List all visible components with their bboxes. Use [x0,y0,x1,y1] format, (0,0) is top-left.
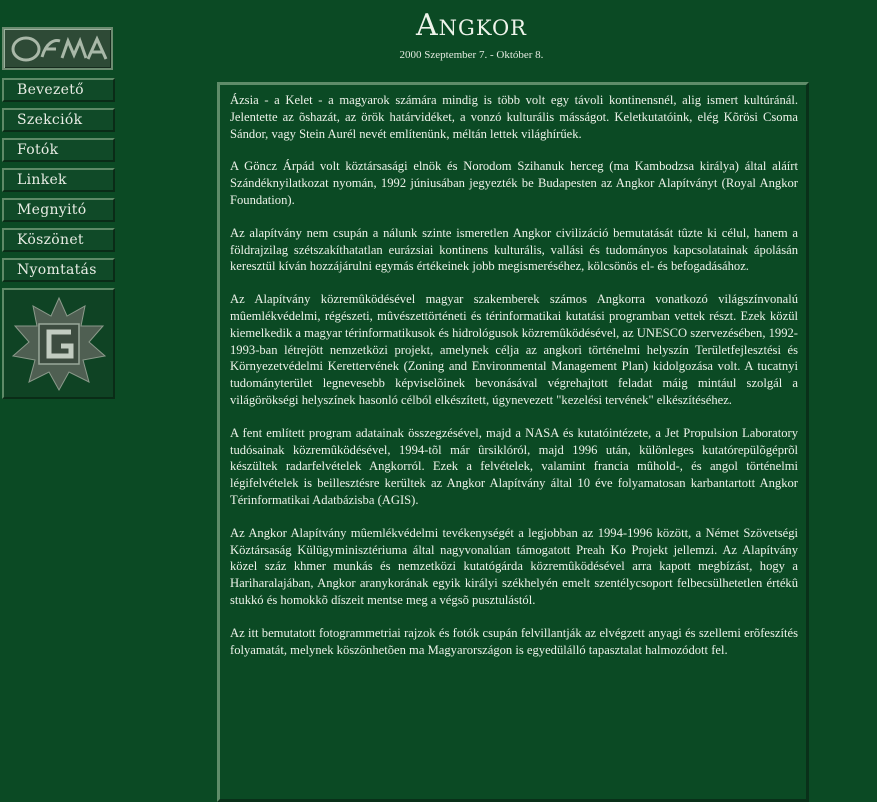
sidebar-nav [2,78,115,288]
nav-megnyito[interactable]: Megnyitó [2,198,115,222]
paragraph-research: Az Alapítvány közremûködésével magyar szakemberek számos Angkorra vonatkozó világszínvonalú mûemlékvédelmi, régészeti, mûvészettörténeti és térinformatikai kutatási programban vettek részt. Ezek közül kiemelkedik a magyar térinformatikusok és hidrológusok közremûködésével, az UNESCO szervezésében, 1992-1993-ban létrejött nemzetközi projekt, amelynek célja az angkori történelmi helyszín Területfejlesztési és Környezetvédelmi Kerettervének (Zoning and Environmental Management Plan) kidolgozása volt. A tucatnyi tudományterület legnevesebb képviselõinek bevonásával végrehajtott feladat máig mintául szolgál a világörökségi helyszínek hasonló célból elkészített, úgynevezett "kezelési tervének" elkészítéséhez. [230,292,798,407]
paragraph-foundation: A Göncz Árpád volt köztársasági elnök és Norodom Szihanuk herceg (ma Kambodzsa királya) által aláírt Szándéknyilatkozat nyomán, 1992 júniusában jegyezték be Budapesten az Angkor Alapítványt (Royal Angkor Foundation). [230,159,798,207]
paragraph-intro: Ázsia - a Kelet - a magyarok számára mindig is több volt egy távoli kontinensnél, alig ismert kultúránál. Jelentette az õshazát, az örök határvidéket, a vonzó kulturális másságot. Keletkutatóink, elég Kõrösi Csoma Sándor, vagy Stein Aurél nevét említenünk, méltán lettek világhírűek. [230,93,798,141]
nav-nyomtatas[interactable]: Nyomtatás [2,258,115,282]
nav-szekciok[interactable]: Szekciók [2,108,115,132]
ofma-logo [6,31,110,67]
logo-banner[interactable] [2,27,113,70]
nav-fotok[interactable]: Fotók [2,138,115,162]
paragraph-closing: Az itt bemutatott fotogrammetriai rajzok és fotók csupán felvillantják az elvégzett anyagi és szellemi erõfeszítés folyamatát, melynek köszönhetõen ma Magyarországon is egyedülálló tapasztalat halmozódott fel. [230,625,798,657]
paragraph-goals: Az alapítvány nem csupán a nálunk szinte ismeretlen Angkor civilizáció bemutatását tûzte ki célul, hanem a földrajzilag szétszakíthatatlan eurázsiai kontinens kulturális, vallási és tudományos kapcsolatainak ápolásán keresztül kíván hozzájárulni egymás értékeinek jobb megismeréséhez, kölcsönös el- és befogadásához. [230,225,798,274]
lotus-emblem-icon [9,294,109,394]
nav-koszonet[interactable]: Köszönet [2,228,115,252]
paragraph-radar: A fent említett program adatainak összegzésével, majd a NASA és kutatóintézete, a Jet Propulsion Laboratory tudósainak közremûködésével, 1994-tõl már ûrsiklóról, majd 1996 után, különleges kutatórepülõgéprõl készültek radarfelvételek Angkorról. Ezek a felvételek, valamint francia mûhold-, és angol történelmi légifelvételek is beillesztésre kerültek az Angkor Alapítvány által 10 éve folyamatosan karbantartott Angkor Térinformatikai Adatbázisba (AGIS). [230,425,798,507]
exhibition-dates: 2000 Szeptember 7. - Október 8. [399,49,544,61]
nav-linkek[interactable]: Linkek [2,168,115,192]
emblem-panel [2,288,115,399]
page-title: Angkor [416,8,527,43]
paragraph-preah-ko: Az Angkor Alapítvány mûemlékvédelmi tevékenységét a legjobban az 1994-1996 között, a Német Szövetségi Köztársaság Külügyminisztériuma által nagyvonalúan támogatott Preah Ko Projekt jellemzi. Az Alapítvány közel száz khmer munkás és nemzetközi kutatógárda közremûködésével arra kapott megbízást, hogy a Hariharalajában, Angkor aranykorának egyik királyi székhelyén emelt szentélycsoport felbecsülhetetlen értékû stukkó és homokkõ díszeit mentse meg a végsõ pusztulástól. [230,525,798,607]
content-panel [217,82,809,802]
nav-bevezeto[interactable]: Bevezető [2,78,115,102]
